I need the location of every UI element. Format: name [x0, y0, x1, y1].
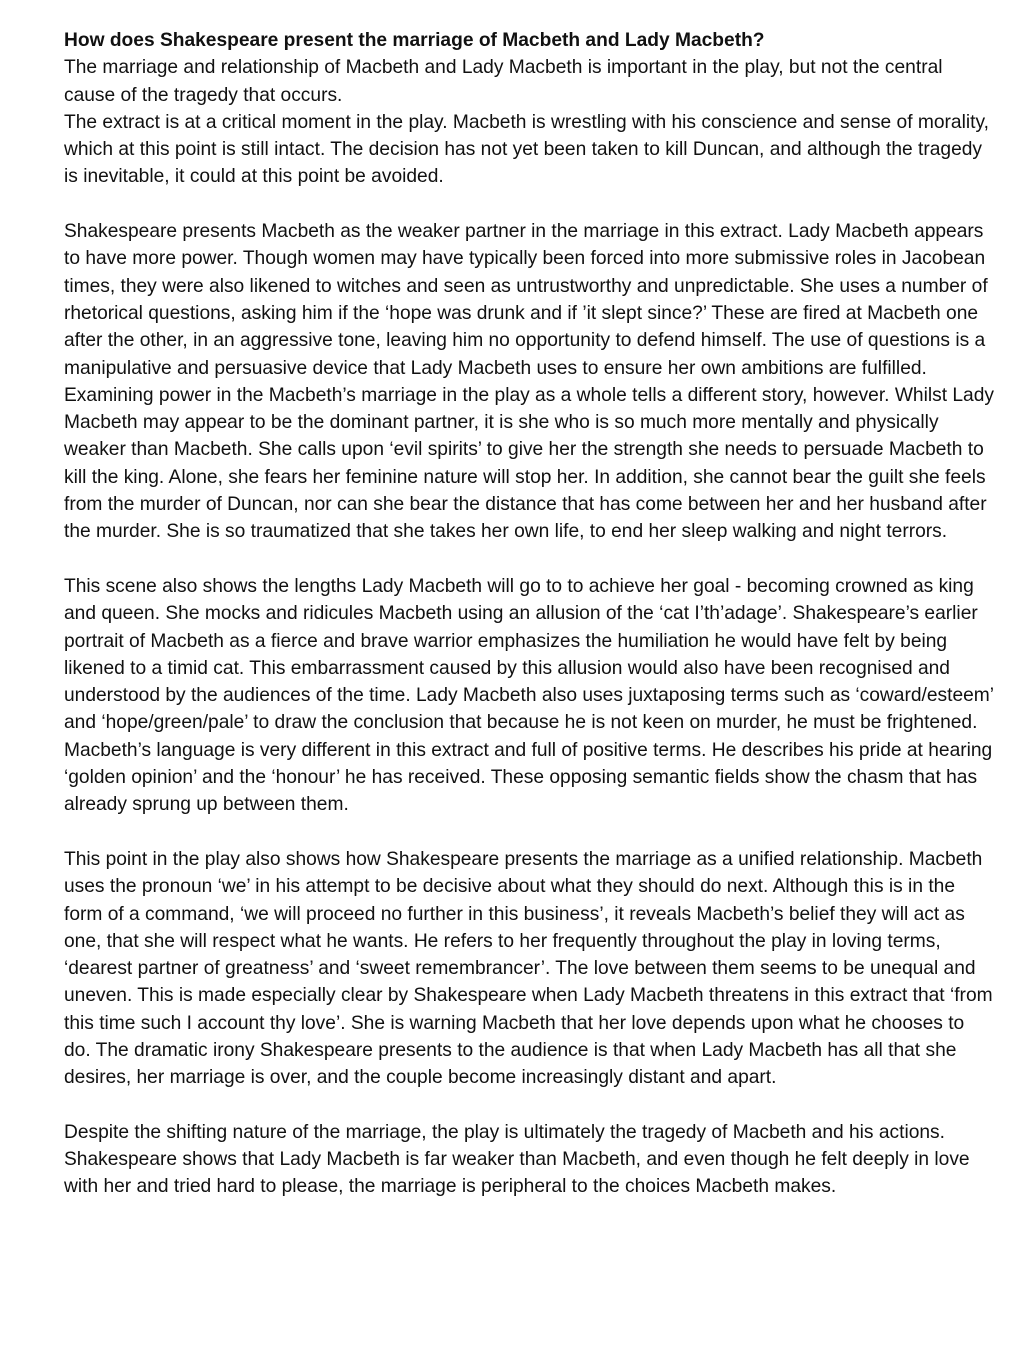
paragraph-lengths: This scene also shows the lengths Lady Macbeth will go to to achieve her goal - becoming crowned as king and queen. She mocks and ridicules Macbeth using an allusion of the ‘cat I’th’adage’. Shakespeare’s earlier portrait of Macbeth as a fierce and brave warrior emphasizes the humiliation he would have felt by being likened to a timid cat. This embarrassment caused by this allusion would also have been recognised and understood by the audiences of the time. Lady Macbeth also uses juxtaposing terms such as ‘coward/esteem’ and ‘hope/green/pale’ to draw the conclusion that because he is not keen on murder, he must be frightened. Macbeth’s language is very different in this extract and full of positive terms. He describes his pride at hearing ‘golden opinion’ and the ‘honour’ he has received. These opposing semantic fields show the chasm that has already sprung up between them.	[64, 575, 994, 816]
document-page	[64, 27, 994, 1201]
paragraph-unified: This point in the play also shows how Shakespeare presents the marriage as a unified relationship. Macbeth uses the pronoun ‘we’ in his attempt to be decisive about what they should do next. Although this is in the form of a command, ‘we will proceed no further in this business’, it reveals Macbeth’s belief they will act as one, that she will respect what he wants. He refers to her frequently throughout the play in loving terms, ‘dearest partner of greatness’ and ‘sweet remembrancer’. The love between them seems to be unequal and uneven. This is made especially clear by Shakespeare when Lady Macbeth threatens in this extract that ‘from this time such I account thy love’. She is warning Macbeth that her love depends upon what he chooses to do. The dramatic irony Shakespeare presents to the audience is that when Lady Macbeth has all that she desires, her marriage is over, and the couple become increasingly distant and apart.	[64, 848, 993, 1089]
paragraph-power: Shakespeare presents Macbeth as the weaker partner in the marriage in this extract. Lady Macbeth appears to have more power. Though women may have typically been forced into more submissive roles in Jacobean times, they were also likened to witches and seen as untrustworthy and unpredictable. She uses a number of rhetorical questions, asking him if the ‘hope was drunk and if ’it slept since?’ These are fired at Macbeth one after the other, in an aggressive tone, leaving him no opportunity to defend himself. The use of questions is a manipulative and persuasive device that Lady Macbeth uses to ensure her own ambitions are fulfilled. Examining power in the Macbeth’s marriage in the play as a whole tells a different story, however. Whilst Lady Macbeth may appear to be the dominant partner, it is she who is so much more mentally and physically weaker than Macbeth. She calls upon ‘evil spirits’ to give her the strength she needs to persuade Macbeth to kill the king. Alone, she fears her feminine nature will stop her. In addition, she cannot bear the guilt she feels from the murder of Duncan, nor can she bear the distance that has come between her and her husband after the murder. She is so traumatized that she takes her own life, to end her sleep walking and night terrors.	[64, 221, 994, 543]
document-title: How does Shakespeare present the marriage of Macbeth and Lady Macbeth?	[64, 30, 765, 51]
paragraph-extract-context: The extract is at a critical moment in the play. Macbeth is wrestling with his conscience and sense of morality, which at this point is still intact. The decision has not yet been taken to kill Duncan, and although the tragedy is inevitable, it could at this point be avoided.	[64, 111, 989, 188]
paragraph-conclusion: Despite the shifting nature of the marriage, the play is ultimately the tragedy of Macbeth and his actions. Shakespeare shows that Lady Macbeth is far weaker than Macbeth, and even though he felt deeply in love with her and tried hard to please, the marriage is peripheral to the choices Macbeth makes.	[64, 1121, 970, 1198]
paragraph-intro: The marriage and relationship of Macbeth and Lady Macbeth is important in the play, but not the central cause of the tragedy that occurs.	[64, 57, 943, 106]
